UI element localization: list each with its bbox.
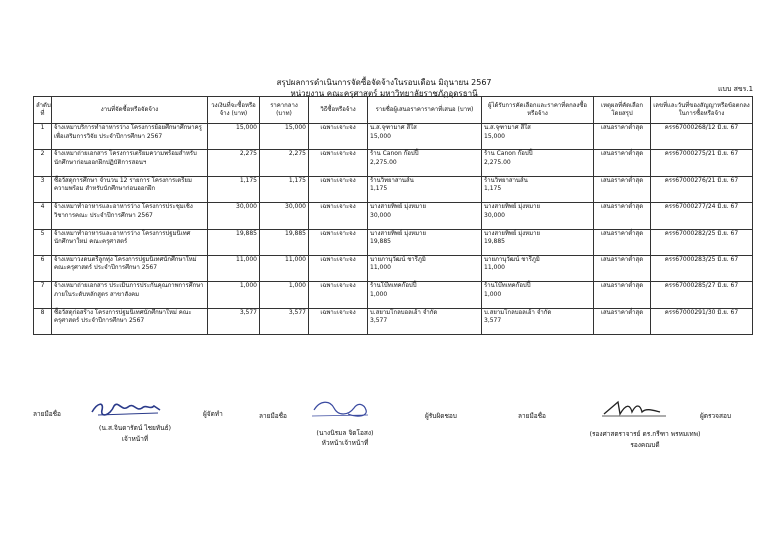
- row-bidder: [368, 150, 482, 176]
- row-reason: เสนอราคาต่ำสุด: [594, 176, 651, 202]
- row-method: เฉพาะเจาะจง: [309, 308, 368, 334]
- handwritten-signature-3: [600, 398, 670, 420]
- row-method: เฉพาะเจาะจง: [309, 203, 368, 229]
- row-item: จ้างเหมาถ่ายเอกสาร โครงการเตรียมความพร้อมสำหรับนักศึกษาก่อนออกฝึกปฏิบัติการสอนฯ: [52, 150, 208, 176]
- bid-price: 19,885: [370, 238, 391, 246]
- signature-label-1: ลายมือชื่อ: [33, 410, 61, 418]
- col-header-no: ลำดับที่: [34, 97, 52, 124]
- row-winner: [482, 176, 594, 202]
- row-item: จ้างเหมาถ่ายเอกสาร ประเมินการประกันคุณภาพการศึกษาภายในระดับหลักสูตร สาขาสังคม: [52, 282, 208, 308]
- winner-name: บ.สยามโกลบอลเฮ้า จำกัด: [484, 308, 552, 316]
- row-no: 6: [34, 255, 52, 281]
- row-bidder: [368, 229, 482, 255]
- row-contract: ครร67000275/21 มิ.ย. 67: [651, 150, 753, 176]
- row-contract: ครร67000276/21 มิ.ย. 67: [651, 176, 753, 202]
- bidder-name: นางสายทิพย์ มุ่งหมาย: [370, 229, 426, 237]
- row-budget: 11,000: [208, 255, 260, 281]
- signature-label-3: ลายมือชื่อ: [518, 412, 546, 420]
- bid-price: 3,577: [370, 317, 388, 325]
- row-item: จ้างเหมาบริการทำอาหารว่าง โครงการย้อยศึกษาศึกษาครู เพื่อเสริมการวิจัย ประจำปีการศึกษา 2567: [52, 124, 208, 150]
- signature-role-2: ผู้รับผิดชอบ: [425, 412, 457, 420]
- bidder-name: นายภานุวัฒน์ ชารีภูมิ: [370, 255, 426, 263]
- row-reason: เสนอราคาต่ำสุด: [594, 255, 651, 281]
- winner-name: นายภานุวัฒน์ ชารีภูมิ: [484, 255, 540, 263]
- bidder-name: ร้านโบ๊ทเทคก๊อปปี้: [370, 282, 417, 290]
- bid-price: 30,000: [370, 211, 391, 219]
- report-title: สรุปผลการดำเนินการจัดซื้อจัดจ้างในรอบเดือน มิถุนายน 2567: [276, 78, 492, 87]
- col-header-bidders: รายชื่อผู้เสนอราคาราคาที่เสนอ (บาท): [368, 97, 482, 124]
- row-reason: เสนอราคาต่ำสุด: [594, 308, 651, 334]
- row-budget: 3,577: [208, 308, 260, 334]
- row-no: 7: [34, 282, 52, 308]
- win-price: 15,000: [484, 132, 505, 140]
- col-header-winner: ผู้ได้รับการคัดเลือกและราคาที่ตกลงซื้อหรือจ้าง: [482, 97, 594, 124]
- bidder-name: ร้าน Canon ก๊อปปี้: [370, 150, 419, 158]
- signer-position-2: หัวหน้าเจ้าหน้าที่: [321, 439, 369, 447]
- row-median: 2,275: [260, 150, 309, 176]
- row-bidder: [368, 124, 482, 150]
- win-price: 1,000: [484, 290, 502, 298]
- row-median: 19,885: [260, 229, 309, 255]
- row-median: 1,000: [260, 282, 309, 308]
- row-winner: [482, 282, 594, 308]
- row-no: 2: [34, 150, 52, 176]
- row-item: จ้างเหมาทำอาหารและอาหารว่าง โครงการประชุมเชิงวิชาการคณะ ประจำปีการศึกษา 2567: [52, 203, 208, 229]
- row-bidder: [368, 255, 482, 281]
- row-winner: [482, 124, 594, 150]
- table-row: [34, 176, 753, 202]
- signature-label-2: ลายมือชื่อ: [259, 412, 287, 420]
- win-price: 3,577: [484, 317, 502, 325]
- bidder-name: ร้านวิทยาสานส์น: [370, 176, 414, 184]
- row-contract: ครร67000277/24 มิ.ย. 67: [651, 203, 753, 229]
- win-price: 11,000: [484, 264, 505, 272]
- row-no: 1: [34, 124, 52, 150]
- agency-line: หน่วยงาน คณะครุศาสตร์ มหาวิทยาลัยราชภัฏอุดรธานี: [290, 89, 478, 98]
- col-header-method: วิธีซื้อหรือจ้าง: [309, 97, 368, 124]
- row-no: 3: [34, 176, 52, 202]
- row-budget: 1,000: [208, 282, 260, 308]
- handwritten-signature-2: [308, 398, 374, 422]
- signer-position-1: เจ้าหน้าที่: [121, 435, 149, 443]
- bid-price: 1,175: [370, 185, 388, 193]
- table-row: [34, 203, 753, 229]
- row-winner: [482, 203, 594, 229]
- row-winner: [482, 255, 594, 281]
- table-row: [34, 308, 753, 334]
- bidder-name: บ.สยามโกลบอลเฮ้า จำกัด: [370, 308, 438, 316]
- row-no: 5: [34, 229, 52, 255]
- winner-name: ร้านโบ๊ทเทคก๊อปปี้: [484, 282, 531, 290]
- signer-name-2: (นางนิรมล จิตโอสง): [316, 429, 374, 437]
- winner-name: ร้านวิทยาสานส์น: [484, 176, 528, 184]
- table-row: [34, 255, 753, 281]
- row-item: จ้างเหมาทำอาหารและอาหารว่าง โครงการปฐมนิเทศนักศึกษาใหม่ คณะครุศาสตร์: [52, 229, 208, 255]
- col-header-budget: วงเงินที่จะซื้อหรือจ้าง (บาท): [208, 97, 260, 124]
- row-median: 3,577: [260, 308, 309, 334]
- signer-position-3: รองคณบดี: [630, 441, 660, 449]
- bid-price: 2,275.00: [370, 158, 397, 166]
- win-price: 1,175: [484, 185, 502, 193]
- row-no: 8: [34, 308, 52, 334]
- row-bidder: [368, 308, 482, 334]
- row-budget: 15,000: [208, 124, 260, 150]
- col-header-item: งานที่จัดซื้อหรือจัดจ้าง: [52, 97, 208, 124]
- bidder-name: น.ส.จุฑามาศ สีใส: [370, 124, 417, 131]
- procurement-table: [33, 96, 753, 335]
- table-row: [34, 282, 753, 308]
- row-winner: [482, 229, 594, 255]
- form-code: แบบ สขร.1: [718, 85, 754, 93]
- row-budget: 19,885: [208, 229, 260, 255]
- row-median: 30,000: [260, 203, 309, 229]
- win-price: 2,275.00: [484, 158, 511, 166]
- row-reason: เสนอราคาต่ำสุด: [594, 150, 651, 176]
- row-median: 11,000: [260, 255, 309, 281]
- signer-name-1: (น.ส.จินดารัตน์ ไชยทันธ์): [98, 424, 172, 432]
- row-item: จ้างเหมาวงดนตรีลูกทุ่ง โครงการปฐมนิเทศนักศึกษาใหม่ คณะครุศาสตร์ ประจำปีการศึกษา 2567: [52, 255, 208, 281]
- row-item: ซื้อวัสดุการศึกษา จำนวน 12 รายการ โครงการเตรียมความพร้อม สำหรับนักศึกษาก่อนออกฝึก: [52, 176, 208, 202]
- row-contract: ครร67000283/25 มิ.ย. 67: [651, 255, 753, 281]
- col-header-contract: เลขที่และวันที่ของสัญญาหรือข้อตกลงในการซื้อหรือจ้าง: [651, 97, 753, 124]
- bid-price: 1,000: [370, 290, 388, 298]
- winner-name: น.ส.จุฑามาศ สีใส: [484, 124, 531, 131]
- row-contract: ครร67000268/12 มิ.ย. 67: [651, 124, 753, 150]
- handwritten-signature-1: [88, 398, 168, 420]
- row-item: ซื้อวัสดุก่อสร้าง โครงการปฐมนิเทศนักศึกษาใหม่ คณะครุศาสตร์ ประจำปีการศึกษา 2567: [52, 308, 208, 334]
- row-bidder: [368, 282, 482, 308]
- win-price: 19,885: [484, 238, 505, 246]
- col-header-median-price: ราคากลาง (บาท): [260, 97, 309, 124]
- row-method: เฉพาะเจาะจง: [309, 229, 368, 255]
- winner-name: นางสายทิพย์ มุ่งหมาย: [484, 229, 540, 237]
- signature-role-1: ผู้จัดทำ: [203, 410, 223, 418]
- table-header-row: [34, 97, 753, 124]
- signature-role-3: ผู้ตรวจสอบ: [700, 412, 731, 420]
- row-reason: เสนอราคาต่ำสุด: [594, 124, 651, 150]
- row-contract: ครร67000285/27 มิ.ย. 67: [651, 282, 753, 308]
- row-bidder: [368, 176, 482, 202]
- row-method: เฉพาะเจาะจง: [309, 282, 368, 308]
- row-budget: 1,175: [208, 176, 260, 202]
- row-budget: 30,000: [208, 203, 260, 229]
- bid-price: 15,000: [370, 132, 391, 140]
- winner-name: ร้าน Canon ก๊อปปี้: [484, 150, 533, 158]
- col-header-reason: เหตุผลที่คัดเลือกโดยสรุป: [594, 97, 651, 124]
- row-method: เฉพาะเจาะจง: [309, 255, 368, 281]
- table-row: [34, 124, 753, 150]
- row-median: 15,000: [260, 124, 309, 150]
- winner-name: นางสายทิพย์ มุ่งหมาย: [484, 203, 540, 211]
- row-winner: [482, 308, 594, 334]
- row-budget: 2,275: [208, 150, 260, 176]
- table-row: [34, 229, 753, 255]
- win-price: 30,000: [484, 211, 505, 219]
- bidder-name: นางสายทิพย์ มุ่งหมาย: [370, 203, 426, 211]
- row-method: เฉพาะเจาะจง: [309, 150, 368, 176]
- row-reason: เสนอราคาต่ำสุด: [594, 229, 651, 255]
- row-reason: เสนอราคาต่ำสุด: [594, 203, 651, 229]
- bid-price: 11,000: [370, 264, 391, 272]
- row-reason: เสนอราคาต่ำสุด: [594, 282, 651, 308]
- row-contract: ครร67000291/30 มิ.ย. 67: [651, 308, 753, 334]
- table-row: [34, 150, 753, 176]
- row-method: เฉพาะเจาะจง: [309, 124, 368, 150]
- row-bidder: [368, 203, 482, 229]
- row-contract: ครร67000282/25 มิ.ย. 67: [651, 229, 753, 255]
- row-no: 4: [34, 203, 52, 229]
- row-method: เฉพาะเจาะจง: [309, 176, 368, 202]
- signer-name-3: (รองศาสตราจารย์ ดร.กรีฑา พรหมเทพ): [589, 430, 701, 438]
- row-winner: [482, 150, 594, 176]
- row-median: 1,175: [260, 176, 309, 202]
